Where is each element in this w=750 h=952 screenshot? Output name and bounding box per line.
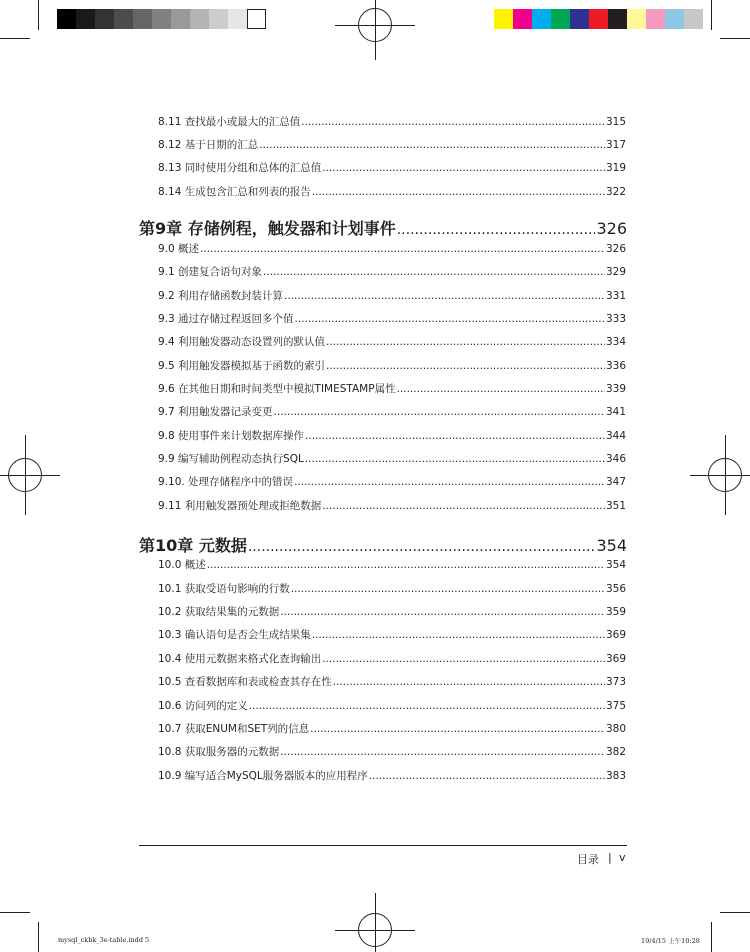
toc-entry-page: 383 — [605, 770, 626, 782]
toc-entry-title: 9.9 编写辅助例程动态执行SQL — [158, 453, 304, 465]
registration-mark-bottom-vline — [375, 893, 376, 952]
slug-filename: mysql_ckbk_3e-table.indd 5 — [58, 936, 150, 944]
footer-rule — [139, 845, 627, 846]
toc-entry-page: 334 — [605, 336, 626, 348]
registration-mark-right-vline — [725, 435, 726, 515]
toc-entry-page: 354 — [605, 559, 626, 571]
crop-mark-bottom-left-h — [0, 912, 30, 913]
toc-entry-page: 373 — [605, 676, 626, 688]
process-color-bar — [494, 9, 703, 29]
toc-entry[interactable] — [158, 184, 626, 200]
toc-entry-page: 319 — [605, 162, 626, 174]
toc-entry-page: 375 — [605, 700, 626, 712]
toc-entry-title: 10.7 获取ENUM和SET列的信息 — [158, 723, 310, 735]
color-swatch — [532, 9, 551, 29]
toc-entry-page: 369 — [605, 653, 626, 665]
toc-chapter-title: 第10章 元数据 — [139, 536, 247, 555]
toc-entry[interactable] — [158, 334, 626, 350]
toc-entry[interactable] — [158, 498, 626, 514]
color-swatch — [494, 9, 513, 29]
toc-entry-title: 9.8 使用事件来计划数据库操作 — [158, 430, 305, 442]
toc-entry-page: 339 — [605, 383, 626, 395]
toc-entry[interactable] — [158, 241, 626, 257]
registration-mark-top-hline — [335, 25, 415, 26]
toc-leader-dots — [263, 266, 605, 278]
toc-entry-page: 369 — [605, 629, 626, 641]
toc-entry-title: 9.2 利用存储函数封装计算 — [158, 290, 284, 302]
toc-entry-title: 9.0 概述 — [158, 243, 200, 255]
toc-entry-title: 10.0 概述 — [158, 559, 206, 571]
toc-leader-dots — [280, 746, 605, 758]
slug-datetime: 19/4/15 上午10:28 — [641, 937, 700, 945]
registration-mark-bottom-hline — [335, 930, 415, 931]
gray-swatch — [190, 9, 209, 29]
toc-entry[interactable] — [158, 674, 626, 690]
toc-entry-page: 326 — [605, 243, 626, 255]
toc-entry-title: 10.1 获取受语句影响的行数 — [158, 583, 290, 595]
toc-entry-title: 9.5 利用触发器模拟基于函数的索引 — [158, 360, 326, 372]
footer-page-number: v — [619, 851, 626, 864]
toc-entry-title: 8.11 查找最小或最大的汇总值 — [158, 116, 301, 128]
toc-entry-title: 9.6 在其他日期和时间类型中模拟TIMESTAMP属性 — [158, 383, 396, 395]
toc-entry[interactable] — [158, 627, 626, 643]
toc-entry[interactable] — [158, 604, 626, 620]
toc-entry-title: 9.1 创建复合语句对象 — [158, 266, 263, 278]
toc-entry-page: 356 — [605, 583, 626, 595]
gray-swatch — [209, 9, 228, 29]
toc-chapter-page: 326 — [596, 219, 627, 238]
toc-leader-dots — [312, 629, 605, 641]
toc-chapter-title: 第9章 存储例程，触发器和计划事件 — [139, 219, 396, 238]
color-swatch — [665, 9, 684, 29]
toc-entry-page: 359 — [605, 606, 626, 618]
color-swatch — [551, 9, 570, 29]
registration-mark-left-hline — [0, 475, 60, 476]
toc-entry-title: 8.13 同时使用分组和总体的汇总值 — [158, 162, 322, 174]
toc-entry[interactable] — [158, 651, 626, 667]
toc-entry-page: 346 — [605, 453, 626, 465]
toc-leader-dots — [274, 406, 605, 418]
grayscale-color-bar — [57, 9, 266, 29]
toc-leader-dots — [294, 476, 605, 488]
toc-entry[interactable] — [158, 557, 626, 573]
footer-separator: | — [608, 851, 612, 864]
toc-entry-title: 9.4 利用触发器动态设置列的默认值 — [158, 336, 326, 348]
crop-mark-top-left-h — [0, 38, 30, 39]
color-swatch — [627, 9, 646, 29]
toc-leader-dots — [326, 336, 605, 348]
toc-entry-title: 10.6 访问列的定义 — [158, 700, 248, 712]
toc-entry-title: 8.14 生成包含汇总和列表的报告 — [158, 186, 311, 198]
toc-entry-title: 10.8 获取服务器的元数据 — [158, 746, 280, 758]
registration-mark-left-vline — [25, 435, 26, 515]
toc-entry-page: 341 — [605, 406, 626, 418]
toc-entry-page: 347 — [605, 476, 626, 488]
toc-entry[interactable] — [158, 114, 626, 130]
toc-entry-page: 351 — [605, 500, 626, 512]
toc-leader-dots — [280, 606, 605, 618]
toc-chapter-heading[interactable] — [139, 216, 627, 238]
toc-entry[interactable] — [158, 404, 626, 420]
toc-leader-dots — [284, 290, 605, 302]
toc-entry[interactable] — [158, 311, 626, 327]
toc-entry-page: 322 — [605, 186, 626, 198]
toc-entry-title: 10.2 获取结果集的元数据 — [158, 606, 280, 618]
toc-entry[interactable] — [158, 768, 626, 784]
toc-entry[interactable] — [158, 358, 626, 374]
toc-entry[interactable] — [158, 264, 626, 280]
toc-entry-page: 333 — [605, 313, 626, 325]
toc-entry[interactable] — [158, 288, 626, 304]
toc-leader-dots — [322, 162, 605, 174]
toc-leader-dots — [322, 653, 605, 665]
toc-leader-dots — [326, 360, 605, 372]
gray-swatch — [76, 9, 95, 29]
toc-entry[interactable] — [158, 581, 626, 597]
toc-entry-page: 336 — [605, 360, 626, 372]
toc-entry[interactable] — [158, 381, 626, 397]
color-swatch — [646, 9, 665, 29]
toc-leader-dots — [305, 453, 605, 465]
color-swatch — [589, 9, 608, 29]
toc-entry-title: 9.3 通过存储过程返回多个值 — [158, 313, 294, 325]
toc-leader-dots — [301, 116, 605, 128]
crop-mark-top-left-v — [38, 0, 39, 30]
toc-leader-dots — [200, 243, 605, 255]
crop-mark-top-right-v — [711, 0, 712, 30]
toc-entry-page: 315 — [605, 116, 626, 128]
gray-swatch — [247, 9, 266, 29]
gray-swatch — [133, 9, 152, 29]
toc-entry[interactable] — [158, 428, 626, 444]
toc-entry-title: 10.4 使用元数据来格式化查询输出 — [158, 653, 322, 665]
color-swatch — [684, 9, 703, 29]
toc-entry[interactable] — [158, 698, 626, 714]
toc-leader-dots — [397, 222, 596, 238]
gray-swatch — [114, 9, 133, 29]
toc-entry-title: 9.7 利用触发器记录变更 — [158, 406, 273, 418]
toc-leader-dots — [322, 500, 605, 512]
toc-entry[interactable] — [158, 451, 626, 467]
toc-leader-dots — [333, 676, 605, 688]
toc-leader-dots — [248, 539, 596, 555]
toc-leader-dots — [312, 186, 605, 198]
toc-entry-title: 8.12 基于日期的汇总 — [158, 139, 259, 151]
toc-entry-title: 10.5 查看数据库和表或检查其存在性 — [158, 676, 332, 688]
registration-mark-top-vline — [375, 0, 376, 60]
crop-mark-top-right-h — [720, 38, 750, 39]
registration-mark-right-hline — [690, 475, 750, 476]
toc-entry-title: 9.11 利用触发器预处理或拒绝数据 — [158, 500, 322, 512]
crop-mark-bottom-left-v — [38, 922, 39, 952]
toc-chapter-page: 354 — [596, 536, 627, 555]
toc-leader-dots — [207, 559, 605, 571]
toc-entry-title: 10.9 编写适合MySQL服务器版本的应用程序 — [158, 770, 368, 782]
toc-leader-dots — [310, 723, 605, 735]
toc-entry-page: 380 — [605, 723, 626, 735]
toc-entry-page: 317 — [605, 139, 626, 151]
gray-swatch — [228, 9, 247, 29]
toc-entry-title: 10.3 确认语句是否会生成结果集 — [158, 629, 311, 641]
gray-swatch — [152, 9, 171, 29]
toc-leader-dots — [295, 313, 605, 325]
crop-mark-bottom-right-v — [711, 922, 712, 952]
toc-entry-page: 382 — [605, 746, 626, 758]
crop-mark-bottom-right-h — [720, 912, 750, 913]
toc-leader-dots — [369, 770, 605, 782]
toc-entry[interactable] — [158, 744, 626, 760]
toc-leader-dots — [397, 383, 605, 395]
toc-leader-dots — [249, 700, 605, 712]
color-swatch — [608, 9, 627, 29]
toc-entry[interactable] — [158, 160, 626, 176]
color-swatch — [570, 9, 589, 29]
toc-entry[interactable] — [158, 721, 626, 737]
footer-label: 目录 — [577, 853, 599, 866]
toc-entry-page: 344 — [605, 430, 626, 442]
toc-entry[interactable] — [158, 474, 626, 490]
gray-swatch — [57, 9, 76, 29]
toc-leader-dots — [291, 583, 605, 595]
color-swatch — [513, 9, 532, 29]
gray-swatch — [95, 9, 114, 29]
toc-entry[interactable] — [158, 137, 626, 153]
toc-entry-page: 331 — [605, 290, 626, 302]
toc-entry-page: 329 — [605, 266, 626, 278]
toc-leader-dots — [259, 139, 605, 151]
gray-swatch — [171, 9, 190, 29]
toc-leader-dots — [305, 430, 605, 442]
toc-chapter-heading[interactable] — [139, 533, 627, 555]
toc-entry-title: 9.10. 处理存储程序中的错误 — [158, 476, 294, 488]
